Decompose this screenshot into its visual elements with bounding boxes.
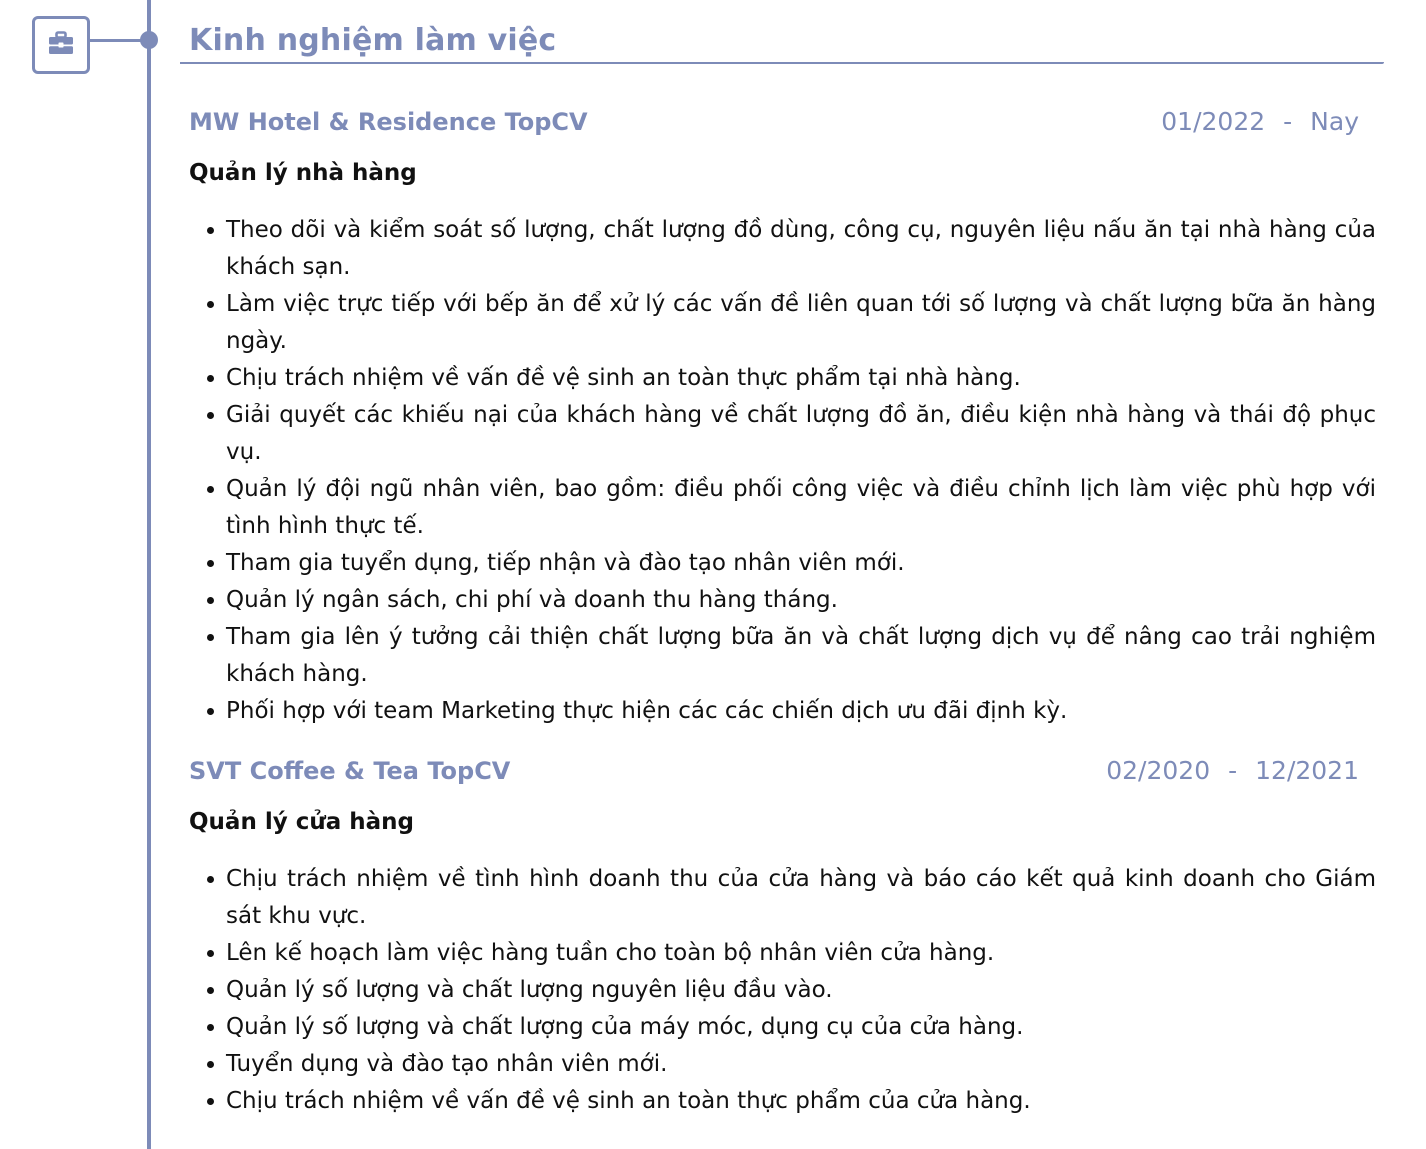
task-item: Chịu trách nhiệm về vấn đề vệ sinh an toàn thực phẩm tại nhà hàng. xyxy=(226,360,1376,397)
job-dates xyxy=(1106,751,1359,791)
task-item: Tham gia tuyển dụng, tiếp nhận và đào tạo nhân viên mới. xyxy=(226,545,1376,582)
section-icon-box xyxy=(32,16,90,74)
date-separator: - xyxy=(1228,756,1238,785)
company-name: SVT Coffee & Tea TopCV xyxy=(189,757,511,785)
task-item: Tuyển dụng và đào tạo nhân viên mới. xyxy=(226,1046,1376,1083)
start-date: 01/2022 xyxy=(1161,107,1266,136)
end-date: Nay xyxy=(1310,107,1359,136)
task-list xyxy=(189,861,1379,1120)
timeline-dot xyxy=(140,31,158,49)
timeline-connector xyxy=(87,39,147,42)
section-title-underline xyxy=(180,62,1384,64)
date-separator: - xyxy=(1283,107,1293,136)
job-entry xyxy=(189,751,1379,1120)
task-item: Chịu trách nhiệm về tình hình doanh thu của cửa hàng và báo cáo kết quả kinh doanh cho Giám sát khu vực. xyxy=(226,861,1376,935)
task-item: Tham gia lên ý tưởng cải thiện chất lượng bữa ăn và chất lượng dịch vụ để nâng cao trải nghiệm khách hàng. xyxy=(226,619,1376,693)
job-dates xyxy=(1161,102,1359,142)
task-item: Quản lý số lượng và chất lượng của máy móc, dụng cụ của cửa hàng. xyxy=(226,1009,1376,1046)
job-header xyxy=(189,751,1379,791)
task-item: Phối hợp với team Marketing thực hiện các các chiến dịch ưu đãi định kỳ. xyxy=(226,693,1376,730)
task-item: Quản lý đội ngũ nhân viên, bao gồm: điều phối công việc và điều chỉnh lịch làm việc phù hợp với tình hình thực tế. xyxy=(226,471,1376,545)
timeline-line xyxy=(147,0,151,1149)
task-item: Lên kế hoạch làm việc hàng tuần cho toàn bộ nhân viên cửa hàng. xyxy=(226,935,1376,972)
task-item: Quản lý ngân sách, chi phí và doanh thu hàng tháng. xyxy=(226,582,1376,619)
job-entry xyxy=(189,102,1379,730)
job-header xyxy=(189,102,1379,142)
task-item: Theo dõi và kiểm soát số lượng, chất lượng đồ dùng, công cụ, nguyên liệu nấu ăn tại nhà hàng của khách sạn. xyxy=(226,212,1376,286)
task-item: Làm việc trực tiếp với bếp ăn để xử lý các vấn đề liên quan tới số lượng và chất lượng bữa ăn hàng ngày. xyxy=(226,286,1376,360)
task-item: Giải quyết các khiếu nại của khách hàng về chất lượng đồ ăn, điều kiện nhà hàng và thái độ phục vụ. xyxy=(226,397,1376,471)
start-date: 02/2020 xyxy=(1106,756,1211,785)
task-list xyxy=(189,212,1379,730)
section-title: Kinh nghiệm làm việc xyxy=(189,23,557,58)
task-item: Chịu trách nhiệm về vấn đề vệ sinh an toàn thực phẩm của cửa hàng. xyxy=(226,1083,1376,1120)
briefcase-icon xyxy=(48,31,74,59)
job-role: Quản lý nhà hàng xyxy=(189,160,417,186)
company-name: MW Hotel & Residence TopCV xyxy=(189,108,588,136)
task-item: Quản lý số lượng và chất lượng nguyên liệu đầu vào. xyxy=(226,972,1376,1009)
job-role: Quản lý cửa hàng xyxy=(189,809,414,835)
end-date: 12/2021 xyxy=(1255,756,1359,785)
